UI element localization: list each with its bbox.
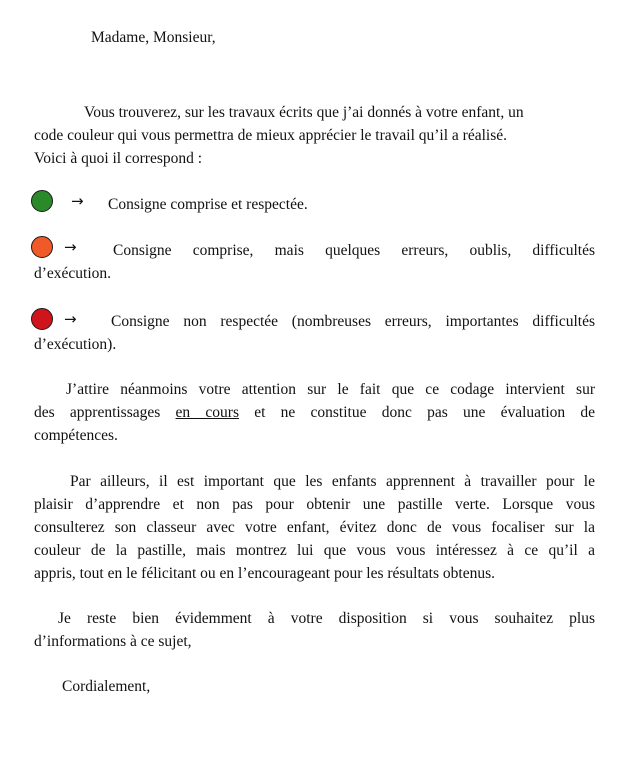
arrow-right-icon: → (64, 238, 77, 256)
p2-line-2 (34, 403, 595, 423)
p3-line-4: couleur de la pastille, mais montrez lui que vous vous intéressez à ce qu’il a (34, 542, 595, 559)
p3-line-5: appris, tout en le félicitant ou en l’encourageant pour les résultats obtenus. (34, 565, 495, 582)
p3-line-2: plaisir d’apprendre et non pas pour obtenir une pastille verte. Lorsque vous (34, 496, 595, 513)
orange-dot-icon (31, 236, 53, 258)
green-dot-icon (31, 190, 53, 212)
p2-line-2-before: des apprentissages (34, 404, 176, 421)
intro-line-1: Vous trouverez, sur les travaux écrits que j’ai donnés à votre enfant, un (84, 104, 524, 121)
greeting: Madame, Monsieur, (91, 29, 216, 46)
p3-line-1: Par ailleurs, il est important que les enfants apprennent à travailler pour le (70, 473, 595, 490)
p2-underlined-en-cours: en cours (175, 404, 239, 421)
intro-line-3: Voici à quoi il correspond : (34, 150, 203, 167)
arrow-right-icon: → (64, 310, 77, 328)
p4-line-1: Je reste bien évidemment à votre disposition si vous souhaitez plus (58, 610, 595, 627)
p2-line-3: compétences. (34, 427, 118, 444)
legend-red-line-1: Consigne non respectée (nombreuses erreurs, importantes difficultés (111, 313, 595, 330)
red-dot-icon (31, 308, 53, 330)
legend-orange-line-1: Consigne comprise, mais quelques erreurs, oublis, difficultés (113, 242, 595, 259)
p2-line-2-after: et ne constitue donc pas une évaluation de (238, 404, 596, 421)
arrow-right-icon: → (71, 192, 84, 210)
intro-line-2: code couleur qui vous permettra de mieux apprécier le travail qu’il a réalisé. (34, 127, 507, 144)
legend-orange-line-2: d’exécution. (34, 265, 112, 282)
p3-line-3: consulterez son classeur avec votre enfant, évitez donc de vous focaliser sur la (34, 519, 595, 536)
legend-green-text: Consigne comprise et respectée. (108, 196, 308, 213)
p4-line-2: d’informations à ce sujet, (34, 633, 192, 650)
closing: Cordialement, (62, 678, 151, 695)
legend-red-line-2: d’exécution). (34, 336, 117, 353)
p2-line-1: J’attire néanmoins votre attention sur le fait que ce codage intervient sur (66, 381, 595, 398)
